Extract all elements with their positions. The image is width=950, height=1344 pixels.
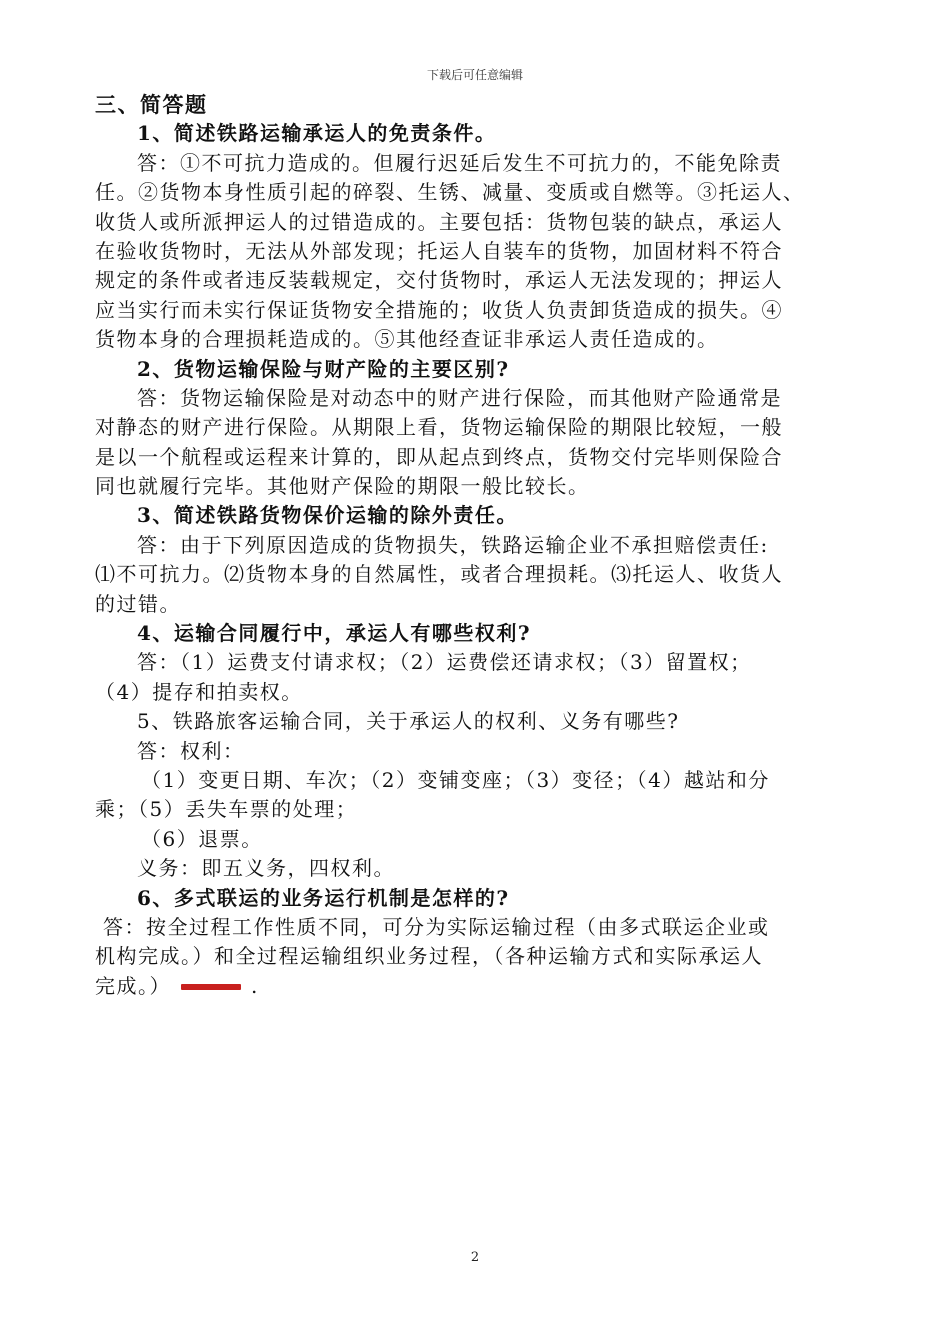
answer-line: （4）提存和拍卖权。: [95, 679, 303, 704]
answer-line: 答：①不可抗力造成的。但履行迟延后发生不可抗力的，不能免除责: [137, 150, 782, 175]
question-3-title: 3、简述铁路货物保价运输的除外责任。: [137, 503, 518, 528]
answer-line: 是以一个航程或运程来计算的，即从起点到终点，货物交付完毕则保险合: [95, 444, 783, 469]
section-title: 三、简答题: [95, 92, 208, 117]
answer-line: （6）退票。: [141, 826, 263, 851]
answer-line: 货物本身的合理损耗造成的。⑤其他经查证非承运人责任造成的。: [95, 327, 719, 352]
red-bar-mark: [181, 984, 241, 990]
answer-line: ⑴不可抗力。⑵货物本身的自然属性，或者合理损耗。⑶托运人、收货人: [95, 562, 783, 587]
answer-line: 规定的条件或者违反装载规定，交付货物时，承运人无法发现的；押运人: [95, 268, 783, 293]
answer-line: 的过错。: [95, 591, 181, 616]
question-4-title: 4、运输合同履行中，承运人有哪些权利?: [137, 621, 532, 646]
answer-line: 答：按全过程工作性质不同，可分为实际运输过程（由多式联运企业或: [103, 914, 770, 939]
answer-line: 答：由于下列原因造成的货物损失，铁路运输企业不承担赔偿责任:: [137, 532, 769, 557]
answer-line: 对静态的财产进行保险。从期限上看，货物运输保险的期限比较短，一般: [95, 415, 783, 440]
answer-line: 同也就履行完毕。其他财产保险的期限一般比较长。: [95, 474, 590, 499]
answer-line: 在验收货物时，无法从外部发现；托运人自装车的货物，加固材料不符合: [95, 238, 783, 263]
question-1-title: 1、简述铁路运输承运人的免责条件。: [137, 121, 497, 146]
page-number: 2: [470, 1250, 480, 1265]
answer-line: 收货人或所派押运人的过错造成的。主要包括：货物包装的缺点，承运人: [95, 209, 783, 234]
answer-line: 答：（1）运费支付请求权；（2）运费偿还请求权；（3）留置权；: [137, 650, 752, 675]
answer-line: 任。②货物本身性质引起的碎裂、生锈、减量、变质或自燃等。③托运人、: [95, 180, 805, 205]
answer-line: 义务：即五义务，四权利。: [137, 856, 395, 881]
answer-last-line: [95, 972, 830, 1001]
header-note: 下载后可任意编辑: [426, 68, 523, 82]
question-5-title: 5、铁路旅客运输合同，关于承运人的权利、义务有哪些?: [137, 709, 680, 734]
answer-line: 答：货物运输保险是对动态中的财产进行保险，而其他财产险通常是: [137, 385, 782, 410]
document-body: [95, 90, 830, 1001]
answer-line: （1）变更日期、车次；（2）变铺变座；（3）变径；（4）越站和分: [141, 767, 770, 792]
answer-line: 乘；（5）丢失车票的处理；: [95, 797, 358, 822]
answer-line: 完成。）: [95, 973, 171, 998]
question-2-title: 2、货物运输保险与财产险的主要区别?: [137, 356, 510, 381]
answer-line: 机构完成。）和全过程运输组织业务过程，（各种运输方式和实际承运人: [95, 944, 763, 969]
trailing-mark: .: [251, 973, 259, 998]
answer-line: 答：权利：: [137, 738, 245, 763]
question-6-title: 6、多式联运的业务运行机制是怎样的?: [137, 885, 510, 910]
answer-line: 应当实行而未实行保证货物安全措施的；收货人负责卸货造成的损失。④: [95, 297, 783, 322]
